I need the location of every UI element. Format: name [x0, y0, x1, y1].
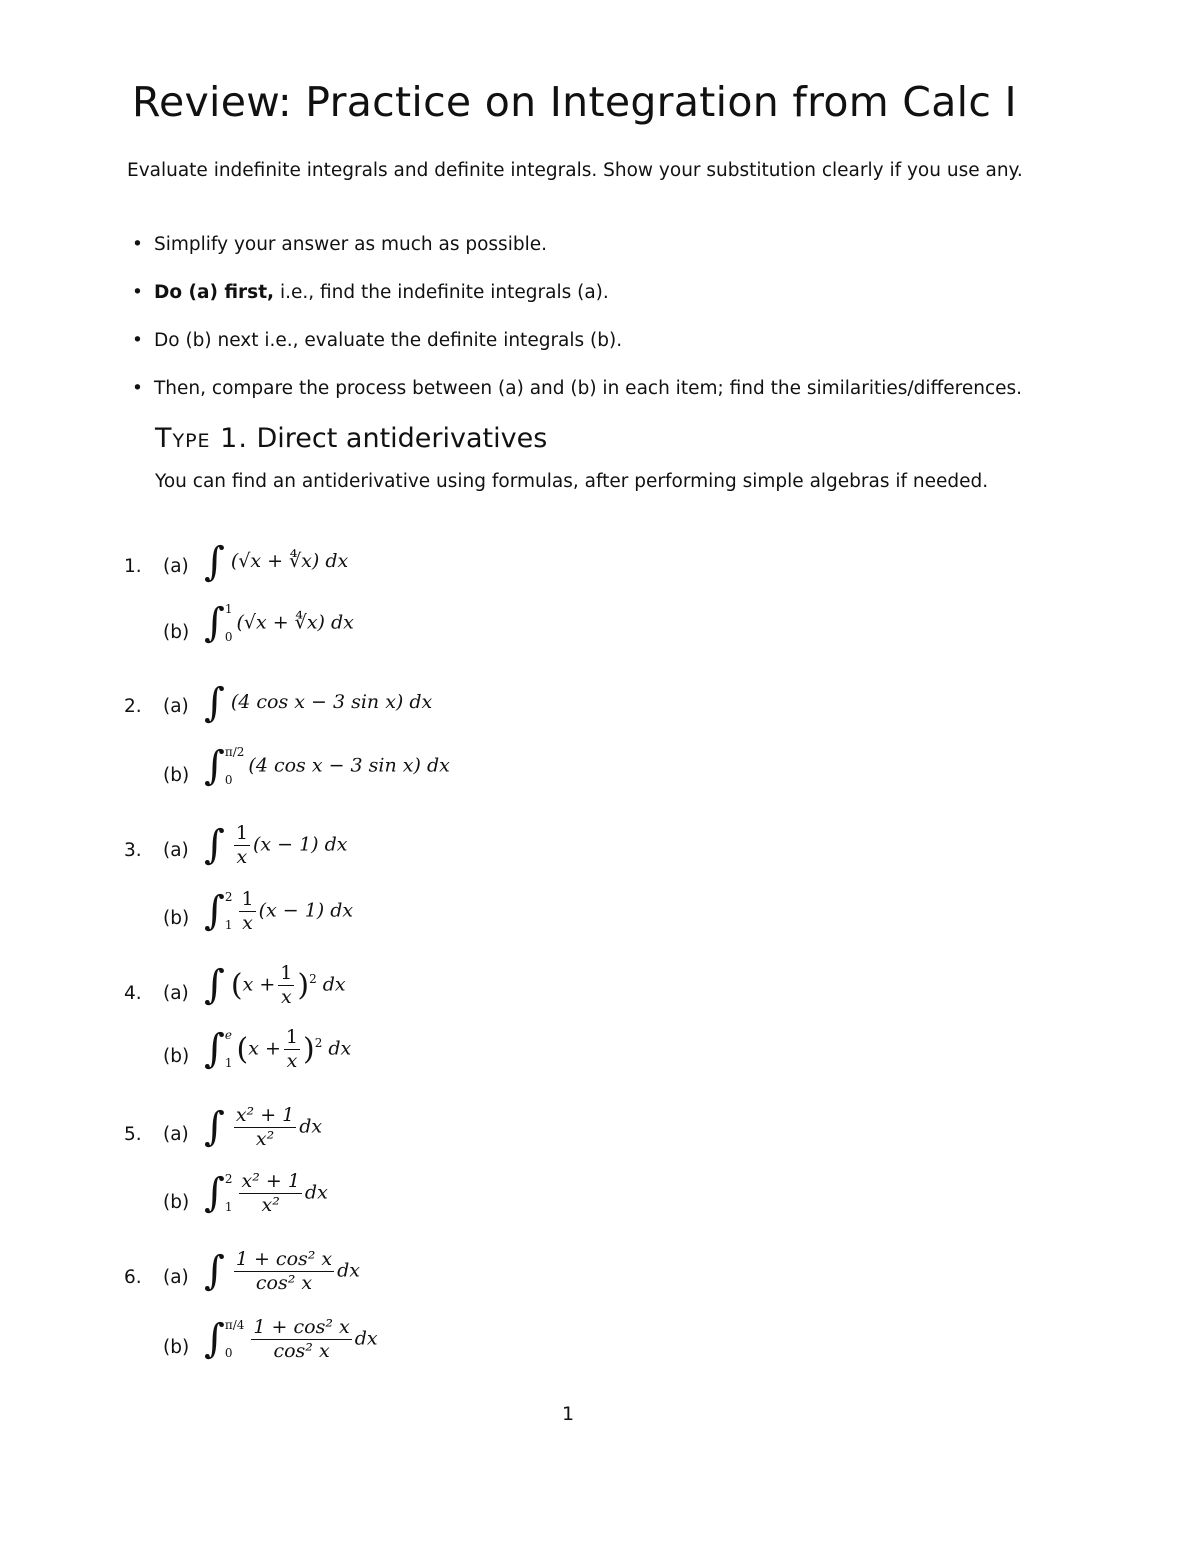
- bullet-text: Do (b) next i.e., evaluate the definite integrals (b).: [154, 330, 623, 351]
- upper-limit: π/4: [224, 1317, 245, 1332]
- integrand: (√x + ∜x) dx: [236, 611, 354, 634]
- bullet-bold-text: Do (a) first,: [154, 282, 275, 303]
- section-type-label: Type 1.: [155, 423, 248, 454]
- problem-6b-integral: [204, 1316, 378, 1363]
- integral-sign-icon: ∫: [204, 743, 225, 790]
- differential: dx: [337, 1259, 361, 1282]
- section-heading-text: Direct antiderivatives: [256, 423, 548, 454]
- integral-sign-icon: ∫: [204, 1026, 225, 1073]
- integral-sign-icon: ∫: [204, 962, 225, 1009]
- problem-number: 3.: [124, 840, 142, 861]
- integral-sign-icon: ∫: [204, 539, 225, 585]
- problem-1a-integral: [204, 539, 349, 585]
- integrand: (√x + ∜x) dx: [230, 550, 349, 572]
- page-title: Review: Practice on Integration from Calc I: [132, 78, 1017, 126]
- fraction-numerator: x² + 1: [235, 1104, 295, 1126]
- part-label-a: (a): [163, 1267, 189, 1288]
- section-heading: [155, 423, 547, 454]
- lower-limit: 0: [224, 1346, 233, 1361]
- intro-paragraph: Evaluate indefinite integrals and definite integrals. Show your substitution clearly if you use any.: [127, 160, 1023, 181]
- bullet-text: Simplify your answer as much as possible.: [154, 234, 547, 255]
- integral-sign-icon: ∫: [204, 888, 225, 935]
- integrand: (4 cos x − 3 sin x) dx: [248, 754, 450, 777]
- differential: dx: [322, 973, 346, 996]
- left-paren-icon: (: [236, 1031, 249, 1067]
- left-paren-icon: (: [230, 967, 243, 1003]
- problem-2a-integral: [204, 680, 433, 726]
- fraction-denominator: cos² x: [273, 1339, 330, 1362]
- differential: dx: [299, 1115, 323, 1138]
- bullet-dot-icon: •: [132, 282, 143, 303]
- problem-5a-integral: [204, 1104, 322, 1151]
- right-paren-icon: ): [302, 1031, 315, 1067]
- part-label-a: (a): [163, 556, 189, 577]
- differential: dx: [304, 1181, 328, 1204]
- lower-limit: 1: [224, 1056, 233, 1071]
- integrand: (x − 1) dx: [252, 833, 348, 856]
- differential: dx: [354, 1327, 378, 1350]
- problem-6a-integral: [204, 1248, 360, 1295]
- bullet-text: Then, compare the process between (a) and (b) in each item; find the similarities/differences.: [154, 378, 1023, 399]
- fraction-numerator: 1: [235, 822, 248, 844]
- part-label-b: (b): [163, 908, 190, 929]
- lower-limit: 0: [224, 773, 233, 788]
- bullet-item: [132, 282, 609, 303]
- problem-number: 1.: [124, 556, 142, 577]
- bullet-dot-icon: •: [132, 378, 143, 399]
- upper-limit: 2: [224, 1171, 233, 1186]
- integral-sign-icon: ∫: [204, 1104, 225, 1151]
- integral-sign-icon: ∫: [204, 600, 225, 647]
- upper-limit: 2: [224, 889, 233, 904]
- part-label-a: (a): [163, 696, 189, 717]
- integral-sign-icon: ∫: [204, 1316, 225, 1363]
- integral-sign-icon: ∫: [204, 822, 225, 869]
- fraction: [234, 822, 250, 869]
- bullet-item: [132, 330, 622, 351]
- integrand-term: x +: [248, 1037, 281, 1060]
- fraction: [234, 1104, 296, 1151]
- bullet-item: [132, 234, 547, 255]
- fraction: [234, 1248, 334, 1295]
- problem-2b-integral: [204, 745, 450, 788]
- lower-limit: 1: [224, 918, 233, 933]
- integrand: (x − 1) dx: [258, 899, 354, 922]
- fraction-denominator: cos² x: [255, 1271, 313, 1294]
- fraction-denominator: x: [242, 911, 253, 934]
- bullet-dot-icon: •: [132, 330, 143, 351]
- part-label-a: (a): [163, 1124, 189, 1145]
- part-label-a: (a): [163, 983, 189, 1004]
- upper-limit: e: [224, 1027, 232, 1042]
- fraction-numerator: 1: [280, 962, 293, 984]
- part-label-a: (a): [163, 840, 189, 861]
- exponent: 2: [309, 971, 317, 986]
- fraction-denominator: x: [236, 845, 248, 868]
- bullet-dot-icon: •: [132, 234, 143, 255]
- fraction-denominator: x: [280, 985, 292, 1008]
- problem-1b-integral: [204, 602, 354, 645]
- problem-3a-integral: [204, 822, 347, 869]
- part-label-b: (b): [163, 622, 190, 643]
- fraction-numerator: 1 + cos² x: [235, 1248, 333, 1270]
- part-label-b: (b): [163, 1046, 190, 1067]
- fraction-numerator: 1 + cos² x: [253, 1316, 350, 1338]
- fraction: [239, 1170, 301, 1217]
- integral-sign-icon: ∫: [204, 1248, 225, 1295]
- fraction: [239, 888, 255, 935]
- page-number: 1: [561, 1403, 575, 1425]
- part-label-b: (b): [163, 1337, 190, 1358]
- integral-sign-icon: ∫: [204, 680, 225, 726]
- integrand: (4 cos x − 3 sin x) dx: [230, 691, 433, 713]
- problem-number: 6.: [124, 1267, 142, 1288]
- problem-number: 4.: [124, 983, 142, 1004]
- upper-limit: 1: [224, 602, 233, 616]
- bullet-text: i.e., find the indefinite integrals (a).: [274, 282, 609, 303]
- problem-5b-integral: [204, 1170, 328, 1217]
- right-paren-icon: ): [297, 967, 310, 1003]
- fraction-numerator: x² + 1: [241, 1170, 300, 1192]
- fraction: [284, 1026, 300, 1073]
- fraction-denominator: x²: [261, 1193, 280, 1216]
- lower-limit: 1: [224, 1200, 233, 1215]
- problem-4a-integral: [204, 962, 346, 1009]
- part-label-b: (b): [163, 765, 190, 786]
- lower-limit: 0: [224, 630, 233, 645]
- fraction: [251, 1316, 351, 1363]
- integrand-term: x +: [242, 973, 276, 996]
- problem-number: 2.: [124, 696, 142, 717]
- integral-sign-icon: ∫: [204, 1170, 225, 1217]
- section-description: You can find an antiderivative using formulas, after performing simple algebras if needed.: [155, 471, 989, 492]
- fraction: [278, 962, 294, 1009]
- problem-4b-integral: [204, 1026, 351, 1073]
- part-label-b: (b): [163, 1192, 190, 1213]
- problem-3b-integral: [204, 888, 353, 935]
- fraction-numerator: 1: [241, 888, 254, 910]
- fraction-numerator: 1: [285, 1026, 298, 1048]
- differential: dx: [328, 1037, 352, 1060]
- fraction-denominator: x²: [255, 1127, 275, 1150]
- exponent: 2: [314, 1035, 323, 1050]
- problem-number: 5.: [124, 1124, 142, 1145]
- fraction-denominator: x: [286, 1049, 298, 1072]
- upper-limit: π/2: [224, 745, 245, 759]
- bullet-item: [132, 378, 1022, 399]
